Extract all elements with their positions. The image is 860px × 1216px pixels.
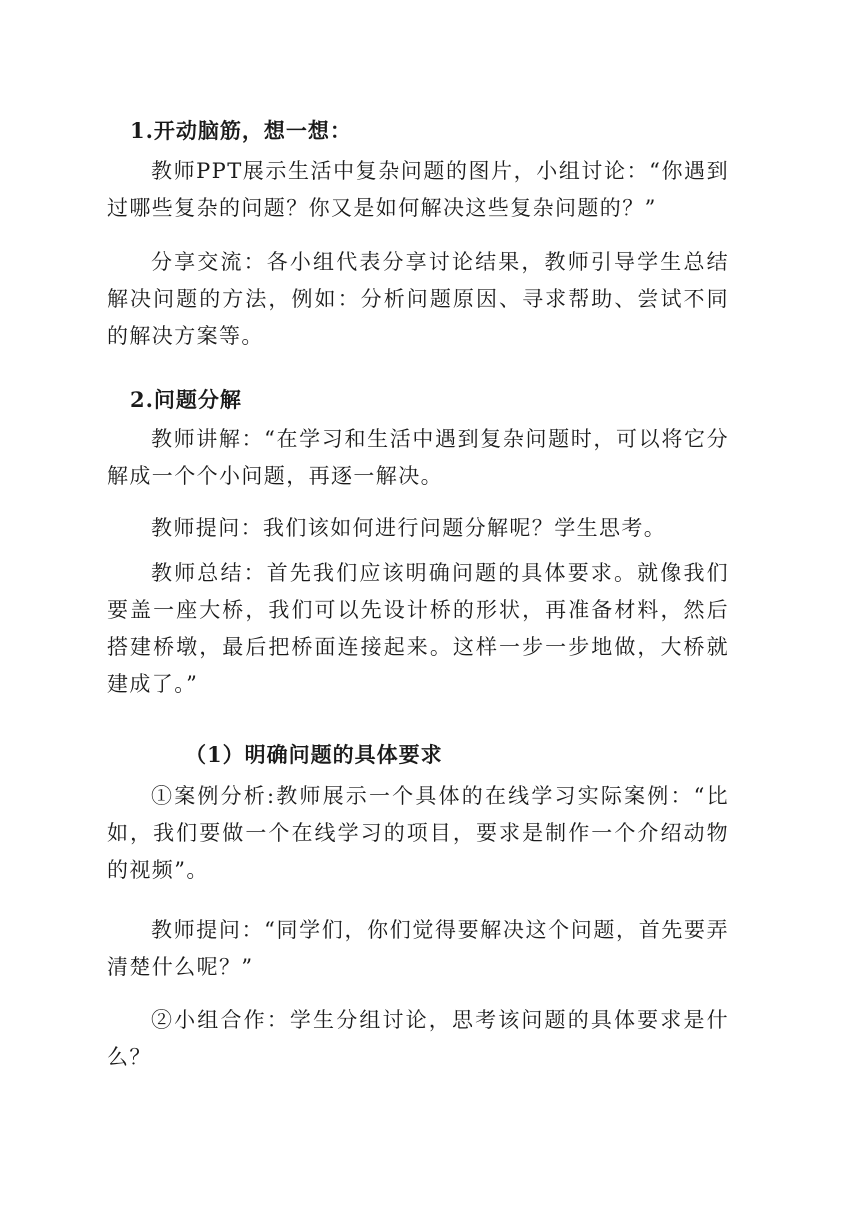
paragraph-case-analysis: ①案例分析:教师展示一个具体的在线学习实际案例：“比如，我们要做一个在线学习的项目，要求是制作一个介绍动物的视频”。	[107, 784, 729, 882]
section-heading-decomposition: 2.问题分解	[130, 387, 242, 412]
paragraph-teacher-ask: 教师提问：“同学们，你们觉得要解决这个问题，首先要弄清楚什么呢？”	[107, 918, 729, 979]
section-heading-brainstorm: 1.开动脑筋，想一想：	[130, 118, 352, 143]
paragraph-teacher-question: 教师提问：我们该如何进行问题分解呢？学生思考。	[151, 516, 667, 540]
paragraph-group-work: ②小组合作：学生分组讨论，思考该问题的具体要求是什么？	[107, 1008, 729, 1069]
subsection-heading-requirements: （1）明确问题的具体要求	[185, 742, 443, 767]
paragraph-teacher-summary: 教师总结：首先我们应该明确问题的具体要求。就像我们要盖一座大桥，我们可以先设计桥的形状，再准备材料，然后搭建桥墩，最后把桥面连接起来。这样一步一步地做，大桥就建成了。”	[107, 561, 729, 696]
paragraph-teacher-explain: 教师讲解：“在学习和生活中遇到复杂问题时，可以将它分解成一个个小问题，再逐一解决。	[107, 427, 729, 488]
paragraph-ppt-discussion: 教师PPT展示生活中复杂问题的图片，小组讨论：“你遇到过哪些复杂的问题？你又是如何解决这些复杂问题的？”	[107, 159, 729, 220]
paragraph-share-exchange: 分享交流：各小组代表分享讨论结果，教师引导学生总结解决问题的方法，例如：分析问题原因、寻求帮助、尝试不同的解决方案等。	[107, 250, 729, 348]
